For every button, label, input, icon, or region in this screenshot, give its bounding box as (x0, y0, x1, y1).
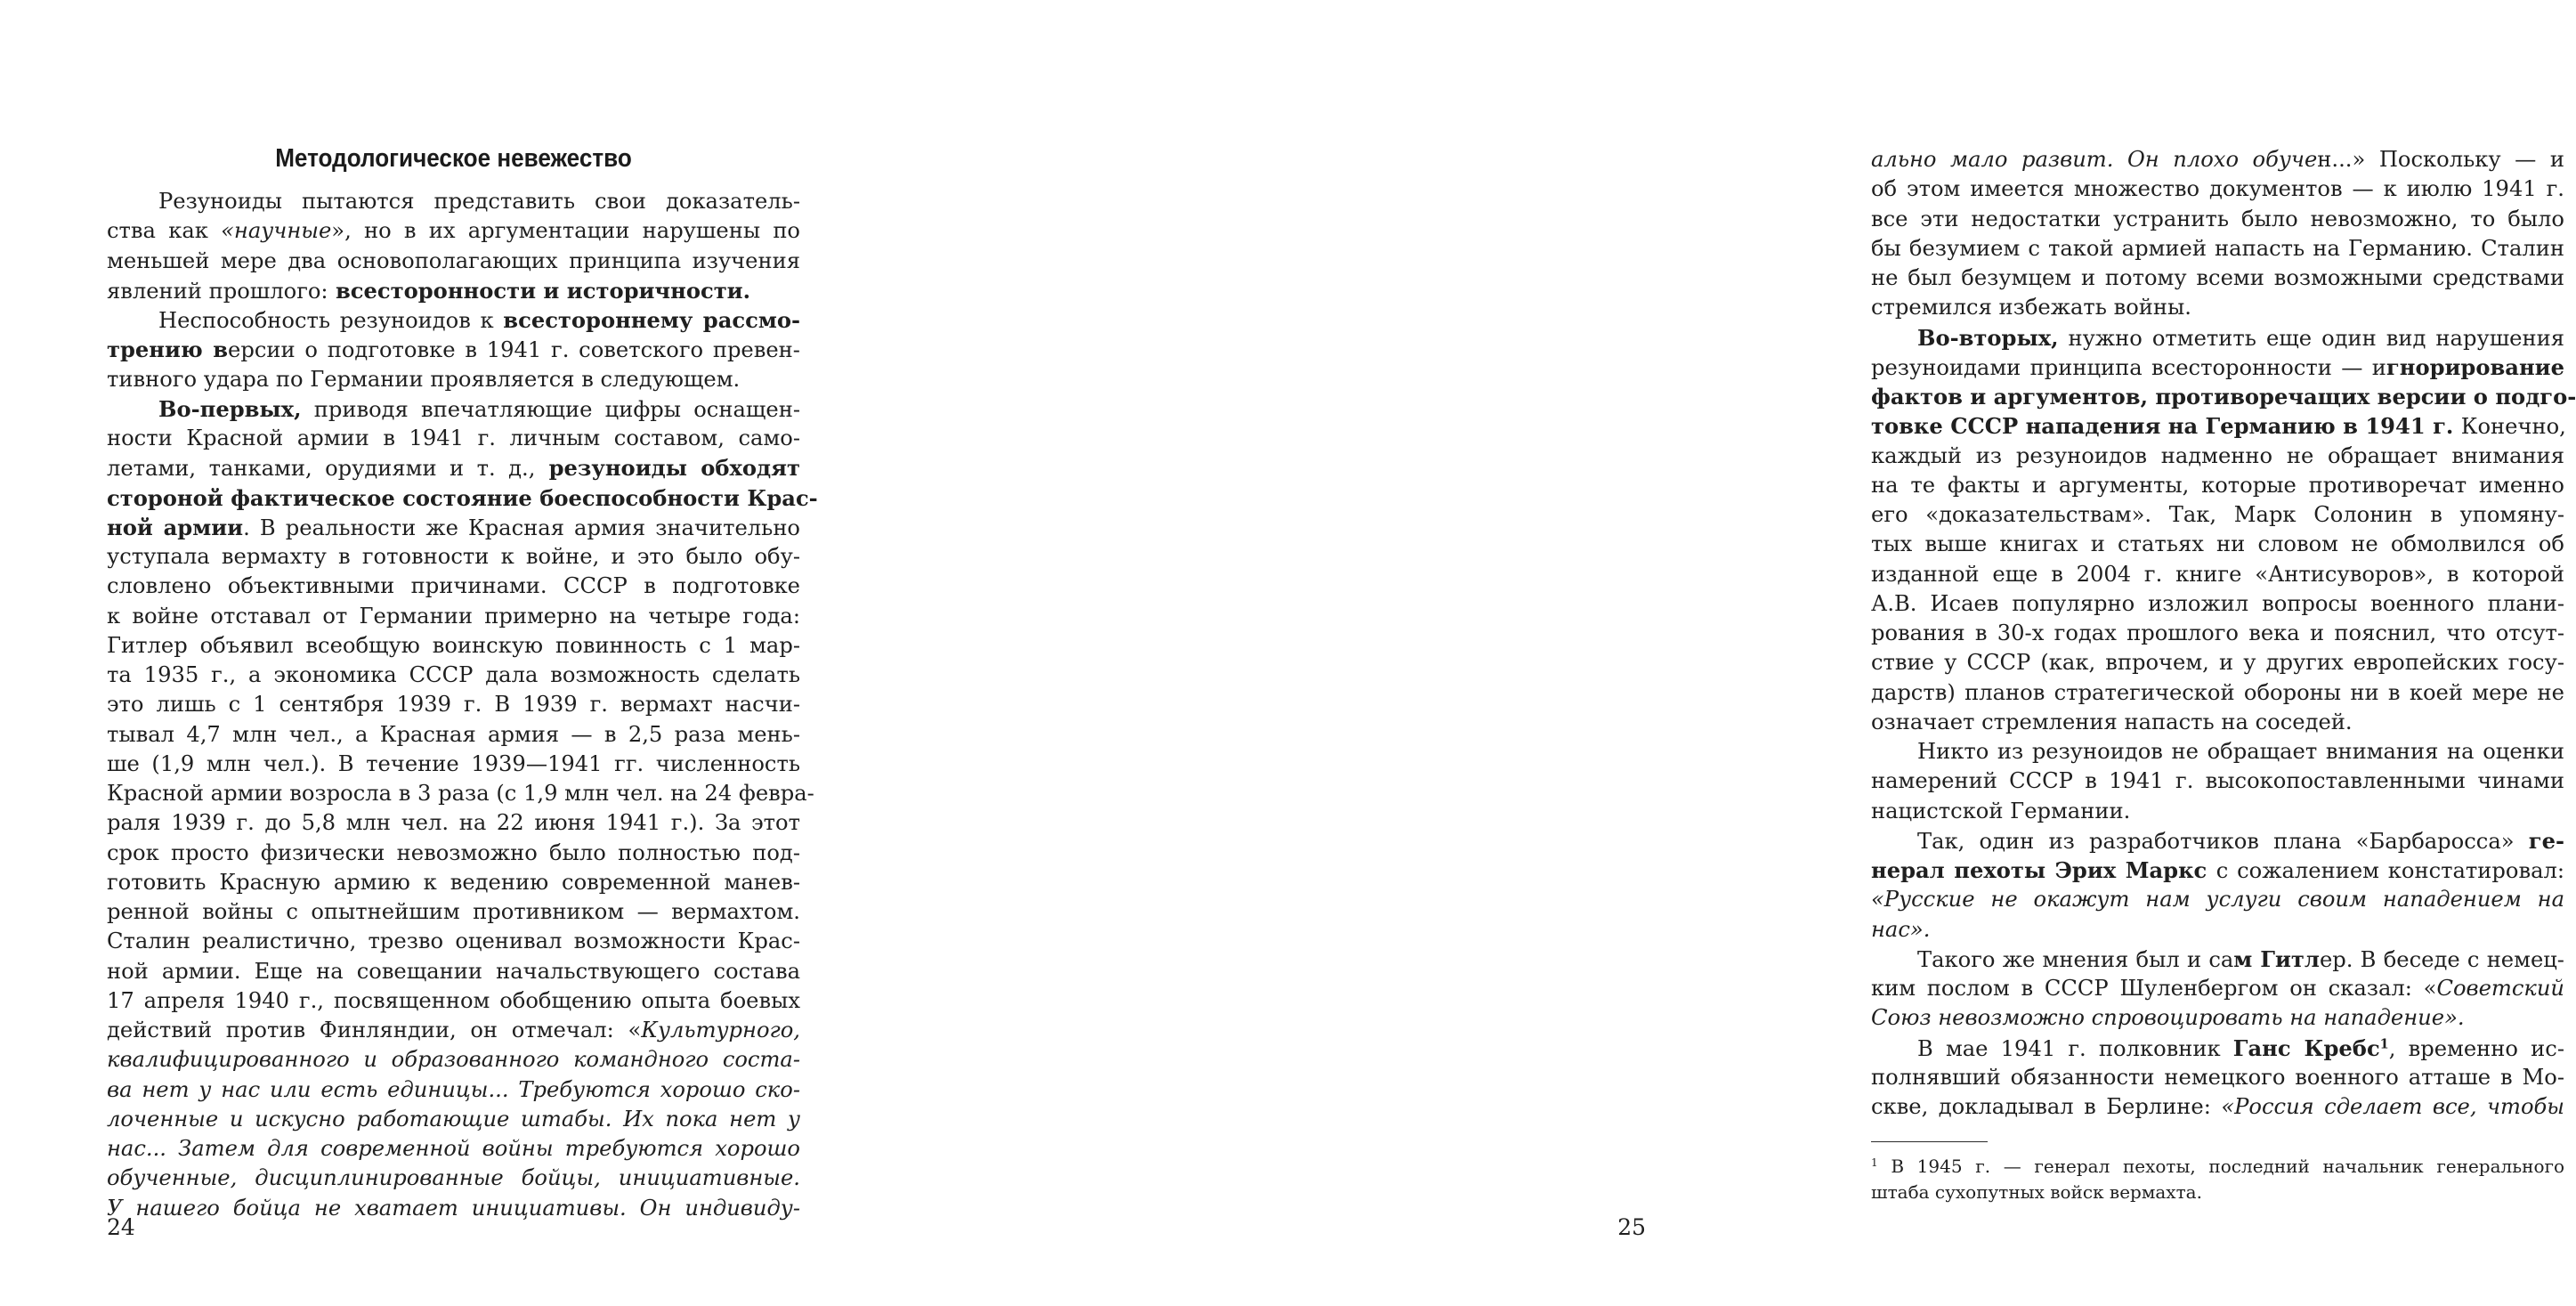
left-page-text (107, 187, 818, 1223)
text-line: срок просто физически невозможно было полностью под- (107, 840, 800, 865)
right-page (890, 0, 2576, 1306)
text-line: уступала вермахту в готовности к войне, и это было обу- (107, 544, 800, 569)
text-line: «Русские не окажут нам услуги своим нападением на (1871, 887, 2564, 913)
text-line: нерал пехоты Эрих Маркс с сожалением констатировал: (1871, 857, 2565, 883)
text-line: нас... Затем для современной войны требуются хорошо (107, 1136, 800, 1161)
text-line: означает стремления напасть на соседей. (1871, 709, 2353, 734)
chapter-heading: Методологическое невежество (275, 144, 632, 173)
text-line: готовить Красную армию к ведению современной манев- (107, 869, 800, 895)
footnote-line: штаба сухопутных войск вермахта. (1871, 1181, 2202, 1203)
footnote-divider (1871, 1141, 1988, 1142)
text-line: ствие у СССР (как, впрочем, и у других европейских госу- (1871, 650, 2564, 676)
text-line: на те факты и аргументы, которые противоречат именно (1871, 472, 2564, 498)
text-line: В мае 1941 г. полковник Ганс Кребс$^1$, временно ис- (1917, 1034, 2564, 1061)
text-line: У нашего бойца не хватает инициативы. Он индивиду- (107, 1195, 800, 1221)
text-line: лоченные и искусно работающие штабы. Их пока нет у (107, 1106, 800, 1132)
text-line: фактов и аргументов, противоречащих версии о подго- (1871, 384, 2576, 410)
text-line: дарств) планов стратегической обороны ни в коей мере не (1871, 679, 2564, 705)
text-line: Неспособность резуноидов к всестороннему рассмо- (158, 307, 800, 333)
left-page (0, 0, 890, 1306)
text-line: квалифицированного и образованного командного соста- (107, 1047, 800, 1073)
text-line: раля 1939 г. до 5,8 млн чел. на 22 июня 1941 г.). За этот (107, 810, 800, 836)
text-line: тывал 4,7 млн чел., а Красная армия — в 2,5 раза мень- (107, 721, 800, 747)
footnote-line: $^1$ В 1945 г. — генерал пехоты, последний начальник генерального (1871, 1156, 2565, 1177)
text-line: меньшей мере два основополагающих принципа изучения (107, 247, 800, 273)
text-line: Резуноиды пытаются представить свои доказатель- (158, 189, 800, 214)
text-line: полнявший обязанности немецкого военного атташе в Мо- (1871, 1064, 2564, 1090)
page-number: 24 (107, 1214, 135, 1240)
text-line: ренной войны с опытнейшим противником — вермахтом. (107, 899, 800, 924)
text-line: Так, один из разработчиков плана «Барбаросса» ге- (1917, 827, 2564, 854)
text-line: Никто из резуноидов не обращает внимания на оценки (1917, 739, 2564, 764)
text-line: все эти недостатки устранить было невозможно, то было (1871, 206, 2564, 231)
text-line: об этом имеется множество документов — к июлю 1941 г. (1871, 176, 2564, 202)
text-line: действий против Финляндии, он отмечал: «Культурного, (107, 1018, 800, 1042)
text-line: к войне отставал от Германии примерно на четыре года: (107, 603, 800, 629)
text-line: Красной армии возросла в 3 раза (с 1,9 млн чел. на 24 февра- (107, 781, 814, 806)
text-line: изданной еще в 2004 г. книге «Антисуворов», в которой (1871, 561, 2564, 587)
text-line: скве, докладывал в Берлине: «Россия сделает все, чтобы (1871, 1094, 2565, 1119)
text-line: Сталин реалистично, трезво оценивал возможности Крас- (107, 929, 800, 954)
text-line: обученные, дисциплинированные бойцы, инициативные. (107, 1165, 800, 1191)
text-line: ной армии. Еще на совещании начальствующего состава (107, 958, 800, 984)
text-line: каждый из резуноидов надменно не обращает внимания (1871, 442, 2564, 468)
text-line: товке СССР нападения на Германию в 1941 г. Конечно, (1871, 413, 2566, 440)
text-line: ства как «научные», но в их аргументации нарушены по (107, 218, 800, 244)
right-page-text (1871, 145, 2576, 1122)
text-line: Во-первых, приводя впечатляющие цифры оснащен- (158, 395, 800, 422)
text-line: рования в 30-х годах прошлого века и пояснил, что отсут- (1871, 621, 2564, 645)
footnote (1871, 1154, 2564, 1205)
text-line: нас». (1871, 916, 1931, 942)
text-line: явлений прошлого: всесторонности и историчности. (107, 277, 751, 304)
text-line: бы безумием с такой армией напасть на Германию. Сталин (1871, 235, 2564, 261)
text-line: стороной фактическое состояние боеспособности Крас- (107, 484, 818, 511)
text-line: резуноидами принципа всесторонности — игнорирование (1871, 353, 2564, 380)
text-line: тивного удара по Германии проявляется в следующем. (107, 366, 741, 392)
page-number: 25 (1617, 1214, 1646, 1240)
text-line: трению версии о подготовке в 1941 г. советского превен- (107, 337, 800, 363)
text-line: не был безумцем и потому всеми возможными средствами (1871, 265, 2564, 290)
text-line: ной армии. В реальности же Красная армия значительно (107, 514, 800, 540)
text-line: нацистской Германии. (1871, 798, 2131, 823)
text-line: его «доказательствам». Так, Марк Солонин в упомяну- (1871, 502, 2564, 527)
text-line: ально мало развит. Он плохо обучен...» Поскольку — и (1871, 147, 2564, 172)
text-line: тых выше книгах и статьях ни словом не обмолвился об (1871, 531, 2564, 557)
text-line: ким послом в СССР Шуленбергом он сказал: «Советский (1871, 976, 2564, 1001)
text-line: 17 апреля 1940 г., посвященном обобщению опыта боевых (107, 987, 800, 1013)
text-line: ности Красной армии в 1941 г. личным составом, само- (107, 426, 800, 450)
text-line: словлено объективными причинами. СССР в подготовке (107, 573, 800, 599)
text-line: та 1935 г., а экономика СССР дала возможность сделать (107, 662, 800, 687)
footnote-marker: 1 (1871, 1156, 1878, 1169)
text-line: Такого же мнения был и сам Гитлер. В беседе с немец- (1917, 945, 2564, 972)
text-line: Гитлер объявил всеобщую воинскую повинность с 1 мар- (107, 632, 800, 658)
text-line: ва нет у нас или есть единицы... Требуются хорошо ско- (107, 1076, 800, 1102)
text-line: стремился избежать войны. (1871, 295, 2191, 320)
text-line: намерений СССР в 1941 г. высокопоставленными чинами (1871, 768, 2564, 794)
text-line: летами, танками, орудиями и т. д., резуноиды обходят (107, 455, 800, 482)
text-line: Во-вторых, нужно отметить еще один вид нарушения (1917, 324, 2564, 351)
text-line: ше (1,9 млн чел.). В течение 1939—1941 гг. численность (107, 750, 800, 776)
text-line: это лишь с 1 сентября 1939 г. В 1939 г. вермахт насчи- (107, 692, 800, 718)
text-line: Союз невозможно спровоцировать на нападение». (1871, 1005, 2465, 1031)
text-line: А.В. Исаев популярно изложил вопросы военного плани- (1871, 590, 2564, 616)
